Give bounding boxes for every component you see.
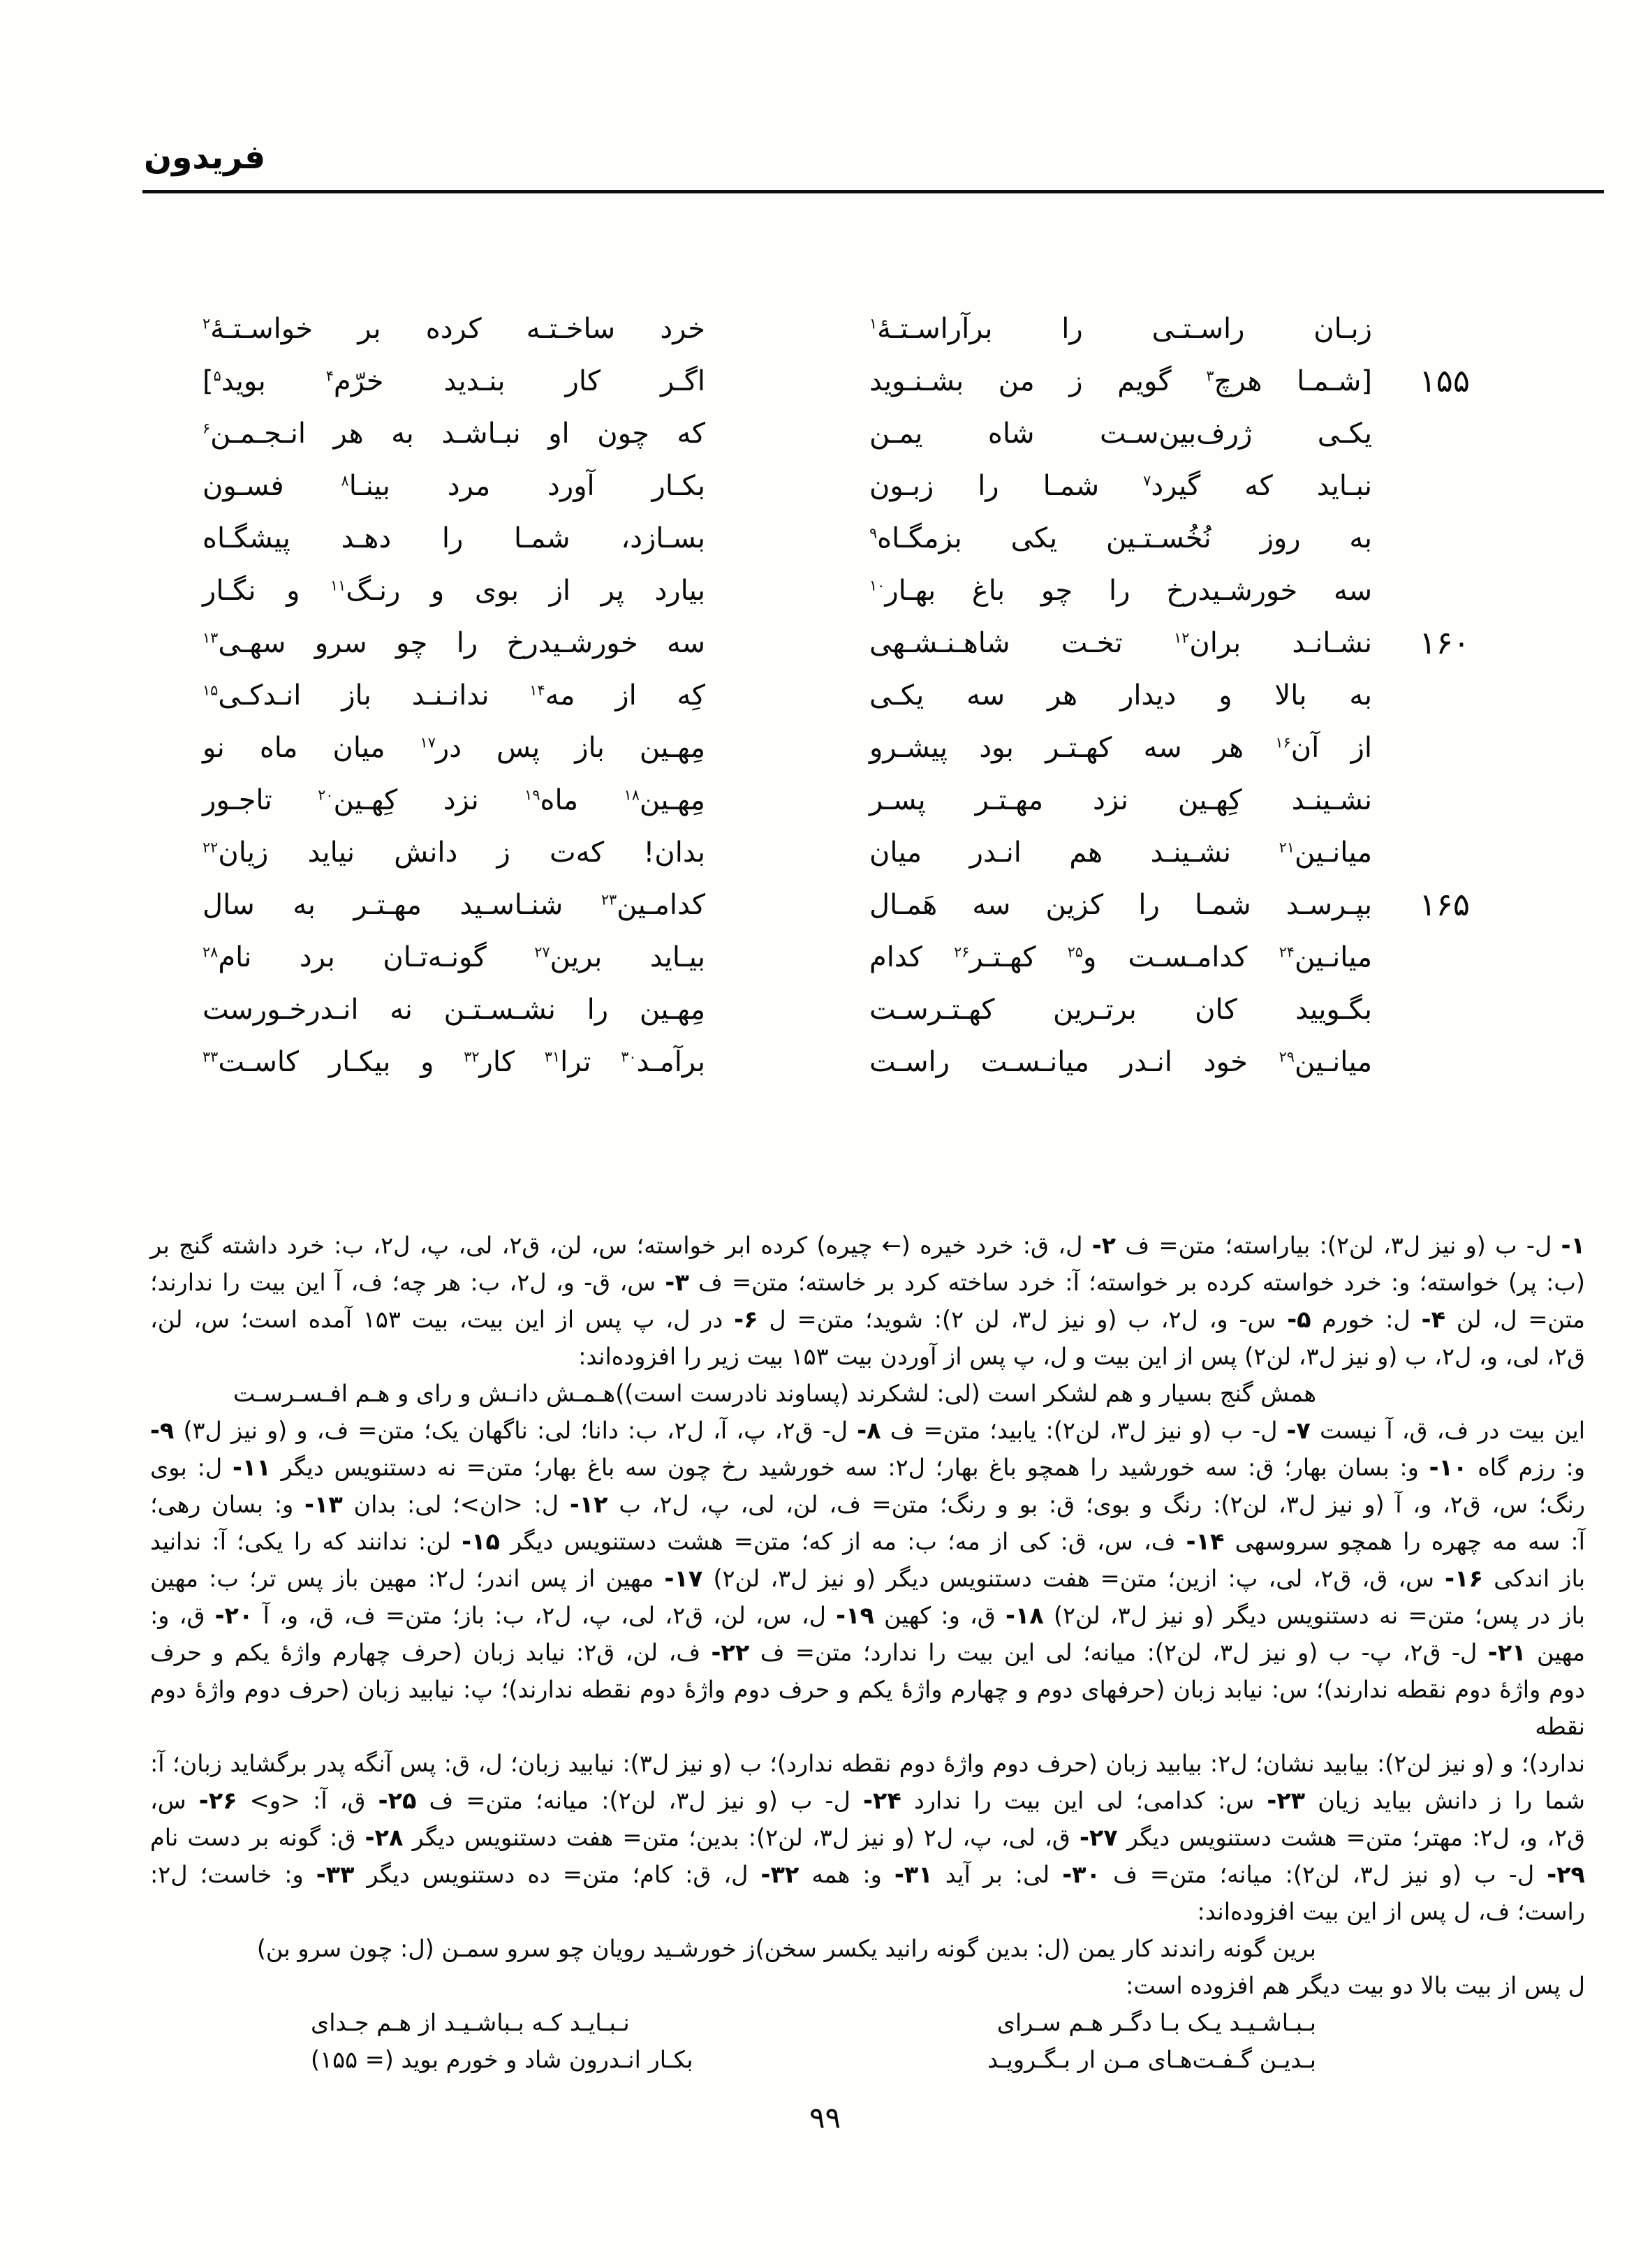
footnote-line: ۱- ل- ب (و نیز ل۳، لن۲): بیاراسته؛ متن= ف ۲- ل، ق: خرد خیره (← چیره) کرده ابر خواسته؛ س، لن، ق۲، لی، پ، ل۲، ب: خرد داشته گنج بر <box>150 1232 1586 1259</box>
hemistich-left: بکـار آورد مرد بینـا$^۸$ فسـون <box>202 469 706 502</box>
hemistich-left: کِه از مه$^{۱۴}$ ندانـنـد باز انـدکـی$^{۱۵}$ <box>202 679 706 712</box>
footnotes-section <box>150 1227 1585 2078</box>
footnote-line: ۲۹- ل- ب (و نیز ل۳، لن۲): میانه؛ متن= ف ۳۰- لی: بر آید ۳۱- و: همه ۳۲- ل، ق: کام؛ متن= ده دستنویس دیگر ۳۳- و: خاست؛ ل۲: <box>150 1861 1585 1888</box>
apparatus-verse <box>150 1930 1585 1967</box>
hemistich-left: که چون او نبـاشـد به هر انـجـمـن$^۶$ <box>202 417 705 450</box>
apparatus-verse-right: بـدیـن گـفـت‌هـای مـن ار بـگـرویـد <box>987 2046 1316 2073</box>
apparatus-verse <box>150 1375 1585 1412</box>
hemistich-right: از آن$^{۱۶}$ هر سه کهـتـر بود پیشـرو <box>869 731 1372 764</box>
apparatus-verse <box>150 2041 1585 2078</box>
hemistich-right: به بالا و دیدار هر سه یکـی <box>869 679 1372 712</box>
verse-row <box>202 355 1470 407</box>
footnote-line: این بیت در ف، ق، آ نیست ۷- ل- ب (و نیز ل۳، لن۲): یابید؛ متن= ف ۸- ل- ق۲، پ، آ، ل۲، ب: دانا؛ لی: ناگهان یک؛ متن= ف، و (و نیز ل۳) ۹- <box>150 1417 1586 1444</box>
apparatus-verse-right: همش گنج بسیار و هم لشکر است (لی: لشکرند (پساوند نادرست است)) <box>615 1380 1316 1407</box>
footnote-line: و: رزم گاه ۱۰- و: بسان بهار؛ ق: سه خورشید را همچو باغ بهار؛ ل۲: سه خورشید رخ چون سه باغ بهار؛ متن= نه دستنویس دیگر ۱۱- ل: بوی <box>150 1454 1585 1481</box>
verse-row <box>202 774 1470 826</box>
footnote-line: باز اندکی ۱۶- س، ق، ق۲، لی، پ: ازین؛ متن= هفت دستنویس دیگر (و نیز ل۳، لن۲) ۱۷- مهین از پس اندر؛ ل۲: مهین باز پس تر؛ ب: مهین <box>150 1565 1586 1592</box>
hemistich-right: میانـین$^{۲۴}$ کدامـسـت و$^{۲۵}$ کهـتـر$^{۲۶}$ کدام <box>869 941 1372 973</box>
hemistich-right: میانـین$^{۲۹}$ خود انـدر میانـسـت راسـت <box>869 1045 1372 1078</box>
verse-row <box>202 878 1470 931</box>
footnote-line: ندارد)؛ و (و نیز لن۲): بیابید نشان؛ ل۲: بیابید زبان (حرف دوم واژهٔ دوم نقطه ندارد)؛ ب (و نیز ل۳): نیابید زبان؛ ل، ق: پس آنگه پدر برگشاید زبان؛ آ: <box>150 1750 1585 1777</box>
page-title: فريدون <box>144 138 266 177</box>
verse-row <box>202 617 1470 669</box>
footnote-line: راست؛ ف، ل پس از این بیت افزوده‌اند: <box>1197 1898 1585 1925</box>
apparatus-verse-left: ز خورشـید رویان چو سرو سمـن (ل: چون سرو بن) <box>256 1935 756 1962</box>
footnote-line: دوم واژهٔ دوم نقطه ندارند)؛ س: نیابد زبان (حرفهای دوم و چهارم واژهٔ یکم و حرف دوم واژهٔ دوم نقطه ندارند)؛ پ: نیابید زبان (حرف دوم واژهٔ دوم نقطه <box>150 1676 1585 1740</box>
apparatus-verse-left: نـبـایـد کـه بـباشـیـد از هـم جـدای <box>311 2009 630 2036</box>
hemistich-left: بدان! که‌ت ز دانش نیاید زیان$^{۲۲}$ <box>202 836 705 869</box>
apparatus-verse <box>150 2004 1585 2041</box>
verse-row <box>202 512 1470 564</box>
page-number: ٩٩ <box>809 2100 841 2135</box>
verse-row <box>202 826 1470 878</box>
verse-row <box>202 459 1470 512</box>
footnote-line: (ب: پر) خواسته؛ و: خرد خواسته کرده بر خواسته؛ آ: خرد ساخته کرد بر خاسته؛ متن= ف ۳- س، ق- و، ل۲، ب: هر چه؛ ف، آ این بیت را ندارند؛ <box>150 1269 1585 1296</box>
verse-row <box>202 721 1470 774</box>
verse-row <box>202 407 1470 459</box>
apparatus-verse-right: برین گونه راندند کار یمن (ل: بدین گونه رانید یکسر سخن) <box>755 1935 1316 1962</box>
hemistich-right: یکـی ژرف‌بین‌سـت شاه یمـن <box>869 417 1372 450</box>
verse-row <box>202 1036 1470 1088</box>
footnote-line: ق۲، و، ل۲: مهتر؛ متن= هشت دستنویس دیگر ۲۷- ق، لی، پ، ل۲ (و نیز ل۳، لن۲): بدین؛ متن= هفت دستنویس دیگر ۲۸- ق: گونه بر دست نام <box>150 1824 1586 1851</box>
hemistich-right: میانـین$^{۲۱}$ نشـینـد هم انـدر میان <box>869 836 1372 869</box>
hemistich-left: بیارد پر از بوی و رنـگ$^{۱۱}$ و نگـار <box>202 574 705 607</box>
hemistich-right: نبـاید که گیرد$^۷$ شمـا را زبـون <box>869 469 1373 502</box>
apparatus-verse-left: بکـار انـدرون شاد و خورم بوید (= ۱۵۵) <box>311 2046 693 2073</box>
footnote-line: آ: سه مه چهره را همچو سروسهی ۱۴- ف، س، ق: کی از مه؛ ب: مه از که؛ متن= هشت دستنویس دیگر ۱۵- لن: ندانند که را یکی؛ آ: ندانید <box>150 1528 1585 1555</box>
hemistich-left: سه خورشـیدرخ را چو سرو سهـی$^{۱۳}$ <box>202 626 705 659</box>
header-rule <box>142 190 1604 193</box>
hemistich-right: [شـمـا هرچ$^۳$ گویم ز من بشـنـوید <box>869 364 1372 397</box>
hemistich-left: بسـازد، شمـا را دهـد پیشگـاه <box>202 522 705 554</box>
hemistich-left: مِهـین باز پس در$^{۱۷}$ میان ماه نو <box>202 731 705 764</box>
hemistich-right: سه خورشـیدرخ را چو باغ بهـار$^{۱۰}$ <box>869 574 1372 607</box>
footnote-line: متن= ل، لن ۴- ل: خورم ۵- س- و، ل۲، ب (و نیز ل۳، لن ۲): شوید؛ متن= ل ۶- در ل، پ پس از این بیت، بیت ۱۵۳ آمده است؛ س، لن، <box>150 1306 1585 1333</box>
hemistich-left: برآمـد$^{۳۰}$ ترا$^{۳۱}$ کار$^{۳۲}$ و بیکـار کاسـت$^{۳۳}$ <box>202 1045 706 1078</box>
verse-number: ۱۶۰ <box>1419 624 1470 661</box>
apparatus-verse-right: بـبـاشـیـد یـک بـا دگـر هـم سـرای <box>996 2009 1316 2036</box>
hemistich-left: بیـاید برین$^{۲۷}$ گونـه‌تـان برد نام$^{۲۸}$ <box>202 941 705 973</box>
footnote-line: ل پس از بیت بالا دو بیت دیگر هم افزوده است: <box>1126 1972 1585 1999</box>
hemistich-right: بگـویید کان برتـرین کهـتـرسـت <box>869 993 1372 1026</box>
hemistich-left: خرد ساخـتـه کرده بر خواسـتـهٔ$^۲$ <box>202 312 705 345</box>
verse-row <box>202 931 1470 983</box>
hemistich-right: بپـرسـد شمـا را کزین سه هَمـال <box>869 888 1372 921</box>
hemistich-right: نشـانـد بران$^{۱۲}$ تخـت شاهـنـشـهی <box>869 626 1372 659</box>
hemistich-left: مِهـین$^{۱۸}$ ماه$^{۱۹}$ نزد کِهـین$^{۲۰}$ تاجـور <box>202 783 705 816</box>
verse-number: ۱۶۵ <box>1419 886 1470 923</box>
hemistich-right: زبـان راسـتـی را برآراسـتـهٔ$^۱$ <box>869 312 1372 345</box>
hemistich-right: نشـینـد کِهـین نزد مهـتـر پسـر <box>869 783 1372 816</box>
footnote-line: باز در پس؛ متن= نه دستنویس دیگر (و نیز ل۳، لن۲) ۱۸- ق، و: کهین ۱۹- ل، س، لن، ق۲، لی، پ، ل۲، ب: باز؛ متن= ف، ق، و، آ ۲۰- ق، و: <box>150 1602 1585 1629</box>
footnote-line: ق۲، لی، و، ل۲، ب (و نیز ل۳، لن۲) پس از این بیت و ل، پ پس از آوردن بیت ۱۵۳ بیت زیر را افزوده‌اند: <box>578 1343 1585 1370</box>
footnote-line: شما را ز دانش بیاید زیان ۲۳- س: کدامی؛ لی این بیت را ندارد ۲۴- ل- ب (و نیز ل۳، لن۲): میانه؛ متن= ف ۲۵- ق، آ: <و> ۲۶- س، <box>150 1787 1585 1814</box>
poem-section <box>202 302 1470 1088</box>
footnote-line: رنگ؛ س، ق۲، و، آ (و نیز ل۳، لن۲): رنگ و بوی؛ ق: بو و رنگ؛ متن= ف، لن، لی، پ، ل۲، ب ۱۲- ل: <ان>؛ لی: بدان ۱۳- و: بسان رهی؛ <box>150 1491 1586 1518</box>
verse-row <box>202 669 1470 721</box>
footnote-line: مهین ۲۱- ل- ق۲، پ- ب (و نیز ل۳، لن۲): میانه؛ لی این بیت را ندارد؛ متن= ف ۲۲- ف، لن، ق۲: نیابد زبان (حرف چهارم واژهٔ یکم و حرف <box>150 1639 1586 1666</box>
verse-number: ۱۵۵ <box>1419 362 1470 399</box>
apparatus-verse-left: هـمـش دانـش و رای و هـم افـسـرسـت <box>233 1380 616 1407</box>
hemistich-right: به روز نُخُسـتـین یکی بزمگـاه$^۹$ <box>869 522 1372 554</box>
verse-row <box>202 983 1470 1036</box>
verse-row <box>202 302 1470 355</box>
hemistich-left: کدامـین$^{۲۳}$ شنـاسـید مهـتـر به سال <box>202 888 705 921</box>
verse-row <box>202 564 1470 617</box>
hemistich-left: مِهـین را نشـسـتـن نه انـدرخـورست <box>202 993 705 1026</box>
hemistich-left: اگـر کار بنـدید خرّم$^۴$ بوید$^۵$] <box>202 364 706 397</box>
